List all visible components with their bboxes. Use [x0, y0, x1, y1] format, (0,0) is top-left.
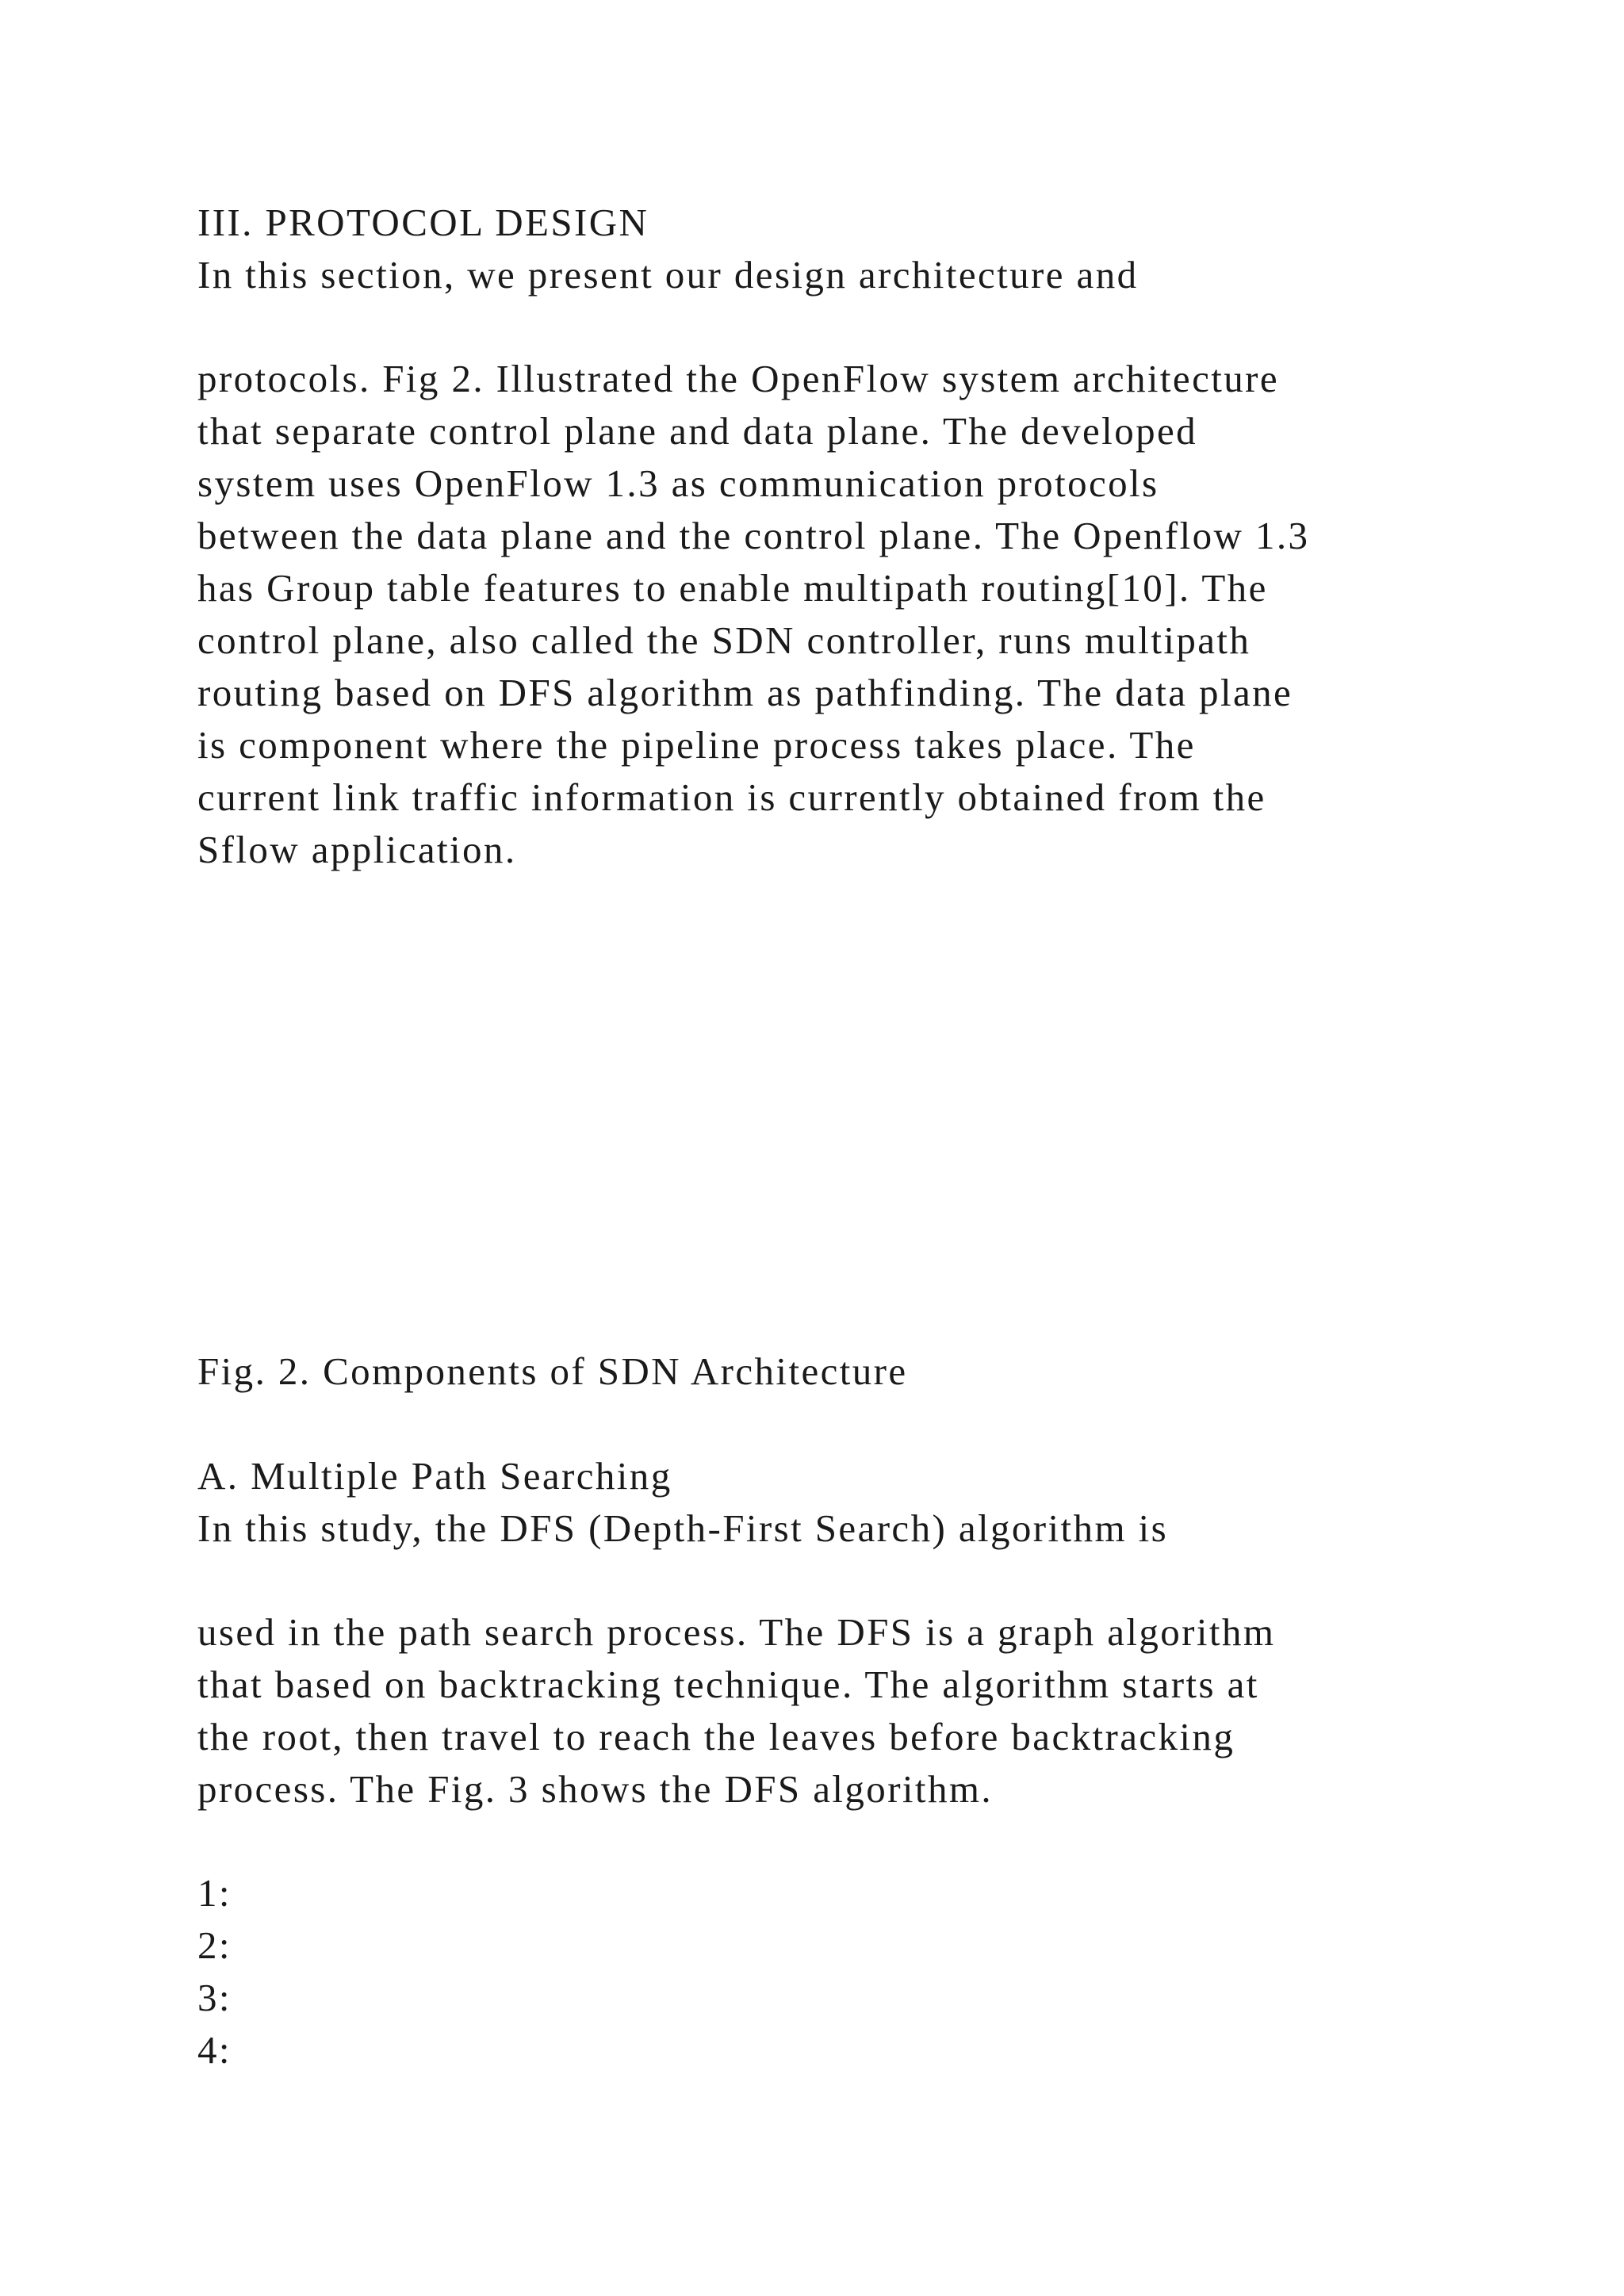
- algorithm-line-number: 1:: [197, 1871, 232, 1915]
- algorithm-line-number: 4:: [197, 2028, 232, 2072]
- paragraph-line: Sflow application.: [197, 828, 517, 871]
- paragraph-line: has Group table features to enable multipath routing[10]. The: [197, 566, 1268, 610]
- figure-caption: Fig. 2. Components of SDN Architecture: [197, 1349, 908, 1393]
- paragraph-line: the root, then travel to reach the leaves before backtracking: [197, 1715, 1235, 1758]
- paragraph-line: current link traffic information is currently obtained from the: [197, 775, 1266, 819]
- paragraph-line: system uses OpenFlow 1.3 as communication protocols: [197, 461, 1159, 505]
- subsection-heading: A. Multiple Path Searching: [197, 1454, 672, 1498]
- paragraph-line: control plane, also called the SDN controller, runs multipath: [197, 618, 1251, 662]
- algorithm-line-number: 2:: [197, 1923, 232, 1967]
- paragraph-line: used in the path search process. The DFS is a graph algorithm: [197, 1610, 1276, 1654]
- paragraph-line: that based on backtracking technique. The algorithm starts at: [197, 1663, 1259, 1706]
- paragraph-line: routing based on DFS algorithm as pathfinding. The data plane: [197, 671, 1293, 714]
- paragraph-line: is component where the pipeline process takes place. The: [197, 723, 1196, 767]
- paragraph-line: that separate control plane and data plane. The developed: [197, 409, 1198, 453]
- subsection-intro-line: In this study, the DFS (Depth-First Search) algorithm is: [197, 1506, 1169, 1550]
- paragraph-line: process. The Fig. 3 shows the DFS algorithm.: [197, 1767, 994, 1811]
- section-heading: III. PROTOCOL DESIGN: [197, 201, 649, 244]
- paragraph-line: protocols. Fig 2. Illustrated the OpenFlow system architecture: [197, 357, 1280, 400]
- section-intro-line: In this section, we present our design architecture and: [197, 253, 1139, 297]
- paragraph-line: between the data plane and the control plane. The Openflow 1.3: [197, 514, 1310, 557]
- algorithm-line-number: 3:: [197, 1976, 232, 2019]
